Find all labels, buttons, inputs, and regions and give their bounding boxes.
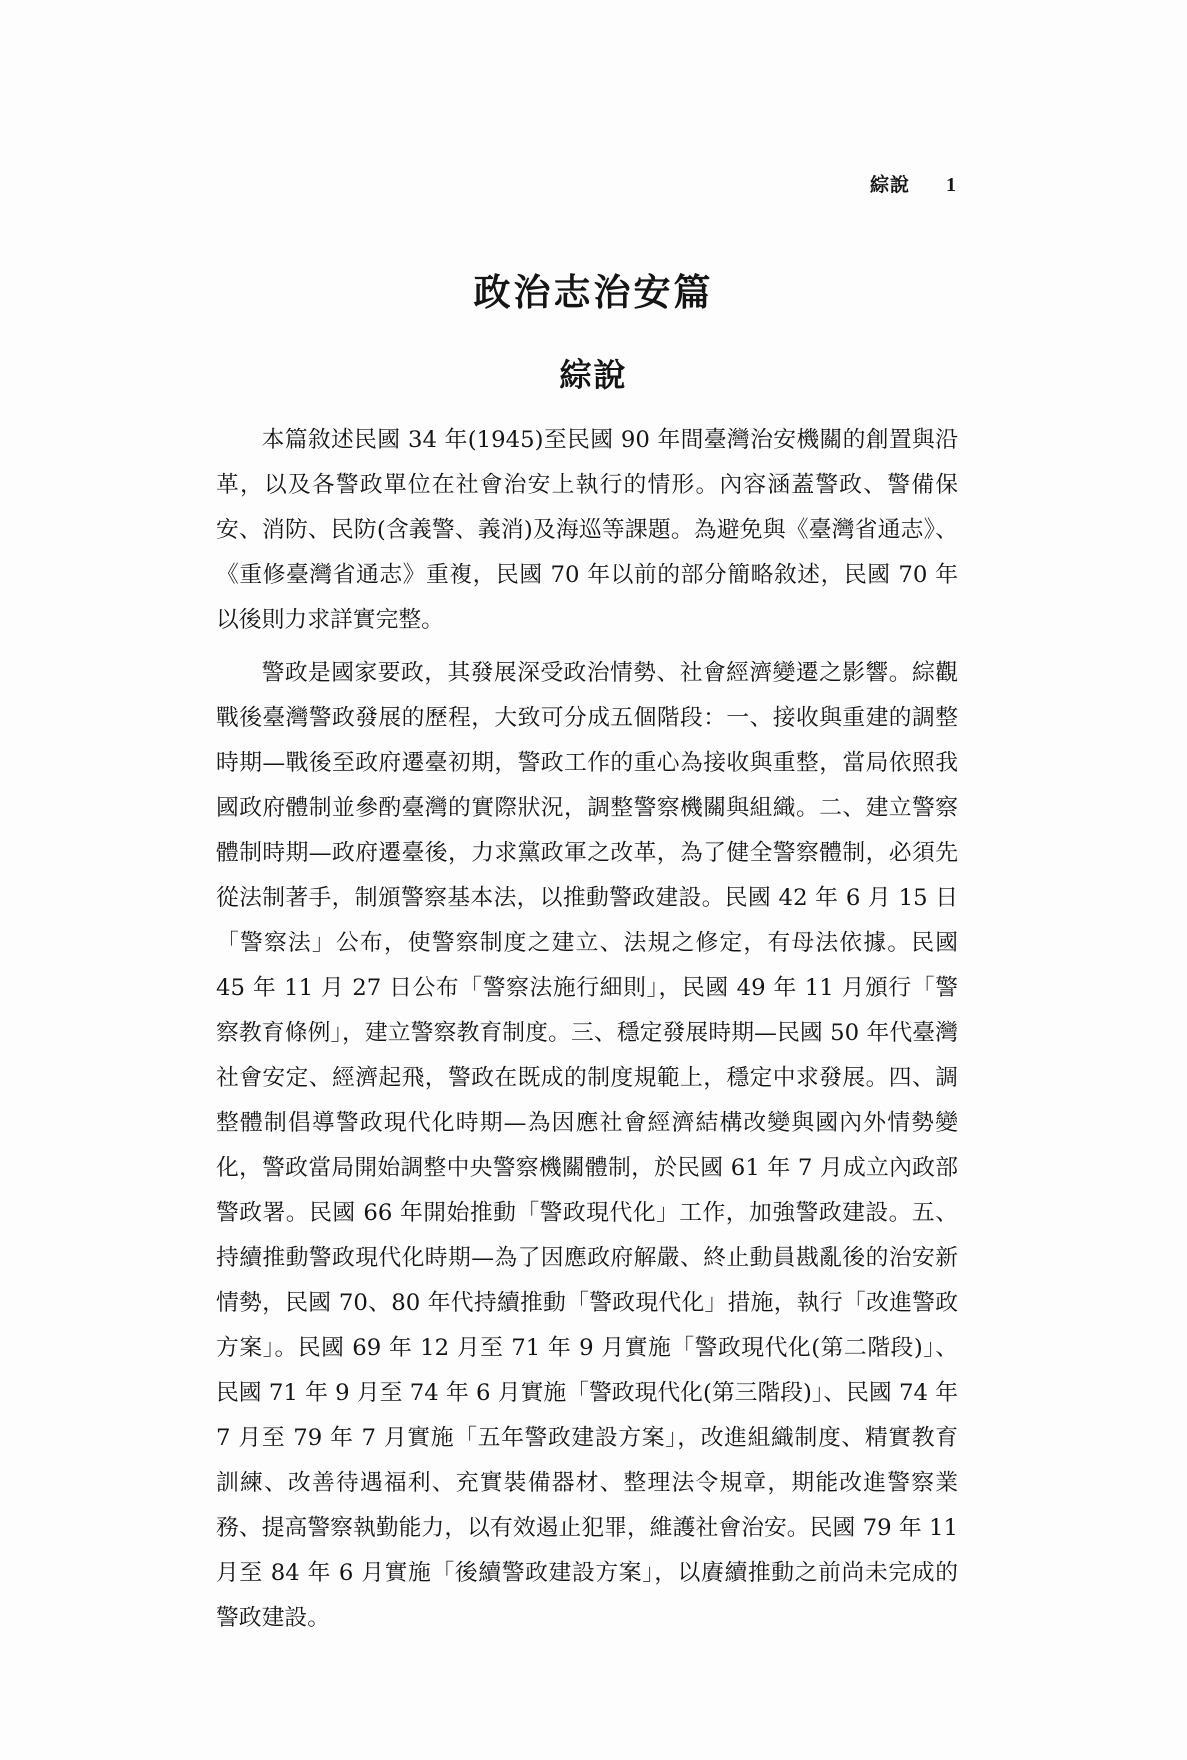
paragraph: 本篇敘述民國 34 年(1945)至民國 90 年間臺灣治安機關的創置與沿革，以及各警政單位在社會治安上執行的情形。內容涵蓋警政、警備保安、消防、民防(含義警、義消)及海巡等課題。為避免與《臺灣省通志》、《重修臺灣省通志》重複，民國 70 年以前的部分簡略敘述，民國 70 年以後則力求詳實完整。 <box>216 427 958 633</box>
page-number: 1 <box>946 174 957 196</box>
section-title: 綜說 <box>559 356 628 394</box>
body-text <box>216 418 958 1649</box>
paragraph: 警政是國家要政，其發展深受政治情勢、社會經濟變遷之影響。綜觀戰後臺灣警政發展的歷程，大致可分成五個階段：一、接收與重建的調整時期—戰後至政府遷臺初期，警政工作的重心為接收與重整，當局依照我國政府體制並參酌臺灣的實際狀況，調整警察機關與組織。二、建立警察體制時期—政府遷臺後，力求黨政軍之改革，為了健全警察體制，必須先從法制著手，制頒警察基本法，以推動警政建設。民國 42 年 6 月 15 日「警察法」公布，使警察制度之建立、法規之修定，有母法依據。民國 45 年 11 月 27 日公布「警察法施行細則」，民國 49 年 11 月頒行「警察教育條例」，建立警察教育制度。三、穩定發展時期—民國 50 年代臺灣社會安定、經濟起飛，警政在既成的制度規範上，穩定中求發展。四、調整體制倡導警政現代化時期—為因應社會經濟結構改變與國內外情勢變化，警政當局開始調整中央警察機關體制，於民國 61 年 7 月成立內政部警政署。民國 66 年開始推動「警政現代化」工作，加強警政建設。五、持續推動警政現代化時期—為了因應政府解嚴、終止動員戡亂後的治安新情勢，民國 70、80 年代持續推動「警政現代化」措施，執行「改進警政方案」。民國 69 年 12 月至 71 年 9 月實施「警政現代化(第二階段)」、民國 71 年 9 月至 74 年 6 月實施「警政現代化(第三階段)」、民國 74 年 7 月至 79 年 7 月實施「五年警政建設方案」，改進組織制度、精實教育訓練、改善待遇福利、充實裝備器材、整理法令規章，期能改進警察業務、提高警察執勤能力，以有效遏止犯罪，維護社會治安。民國 79 年 11 月至 84 年 6 月實施「後續警政建設方案」，以賡續推動之前尚未完成的警政建設。 <box>216 660 959 1631</box>
header-section-title: 綜說 <box>869 174 910 196</box>
chapter-title: 政治志治安篇 <box>473 270 714 314</box>
running-header <box>870 170 957 197</box>
